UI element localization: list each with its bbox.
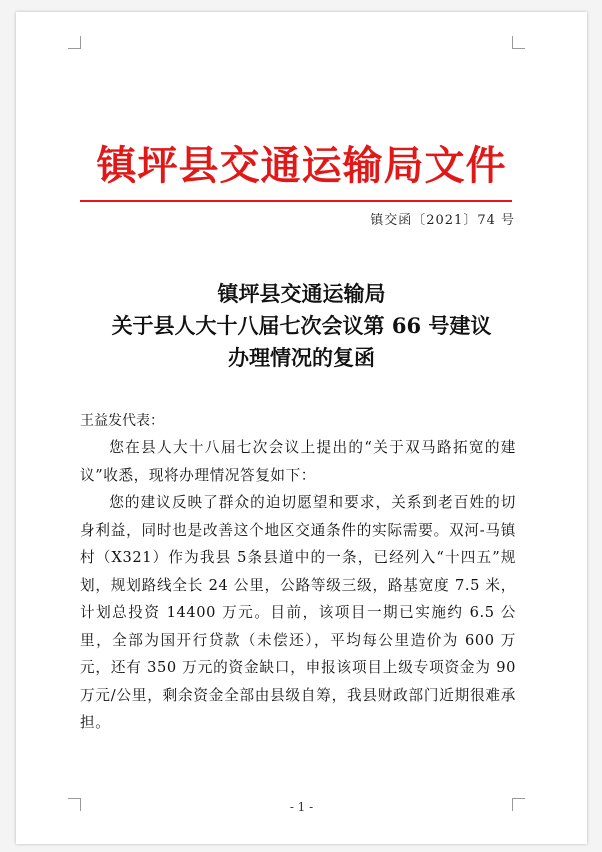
salutation: 王益发代表： xyxy=(80,413,164,429)
letter-title xyxy=(16,278,587,374)
letter-body xyxy=(80,434,516,737)
document-header-title: 镇坪县交通运输局文件 xyxy=(96,142,507,189)
document-number: 镇交函〔2021〕74 号 xyxy=(370,213,515,228)
letter-title-line-3: 办理情况的复函 xyxy=(228,345,375,370)
letter-title-line-1: 镇坪县交通运输局 xyxy=(217,281,386,306)
body-paragraph-2: 您的建议反映了群众的迫切愿望和要求，关系到老百姓的切身利益，同时也是改善这个地区交通条件的实际需要。双河-马镇村（X321）作为我县 5条县道中的一条，已经列入“十四五”规划，规划路线全长 24 公里，公路等级三级，路基宽度 7.5 米，计划总投资 14400 万元。目前，该项目一期已实施约 6.5 公里，全部为国开行贷款（未偿还），平均每公里造价为 600 万元，还有 350 万元的资金缺口，申报该项目上级专项资金为 90 万元/公里，剩余资金全部由县级自筹，我县财政部门近期很难承担。 xyxy=(80,494,516,731)
letter-title-line-2: 关于县人大十八届七次会议第 66 号建议 xyxy=(111,313,492,338)
document-page xyxy=(16,12,587,844)
body-paragraph-1: 您在县人大十八届七次会议上提出的“关于双马路拓宽的建议”收悉，现将办理情况答复如下： xyxy=(80,439,516,484)
crop-mark-top-left xyxy=(68,36,81,49)
page-number: - 1 - xyxy=(289,800,314,814)
header-red-rule xyxy=(80,200,512,202)
crop-mark-top-right xyxy=(512,36,525,49)
